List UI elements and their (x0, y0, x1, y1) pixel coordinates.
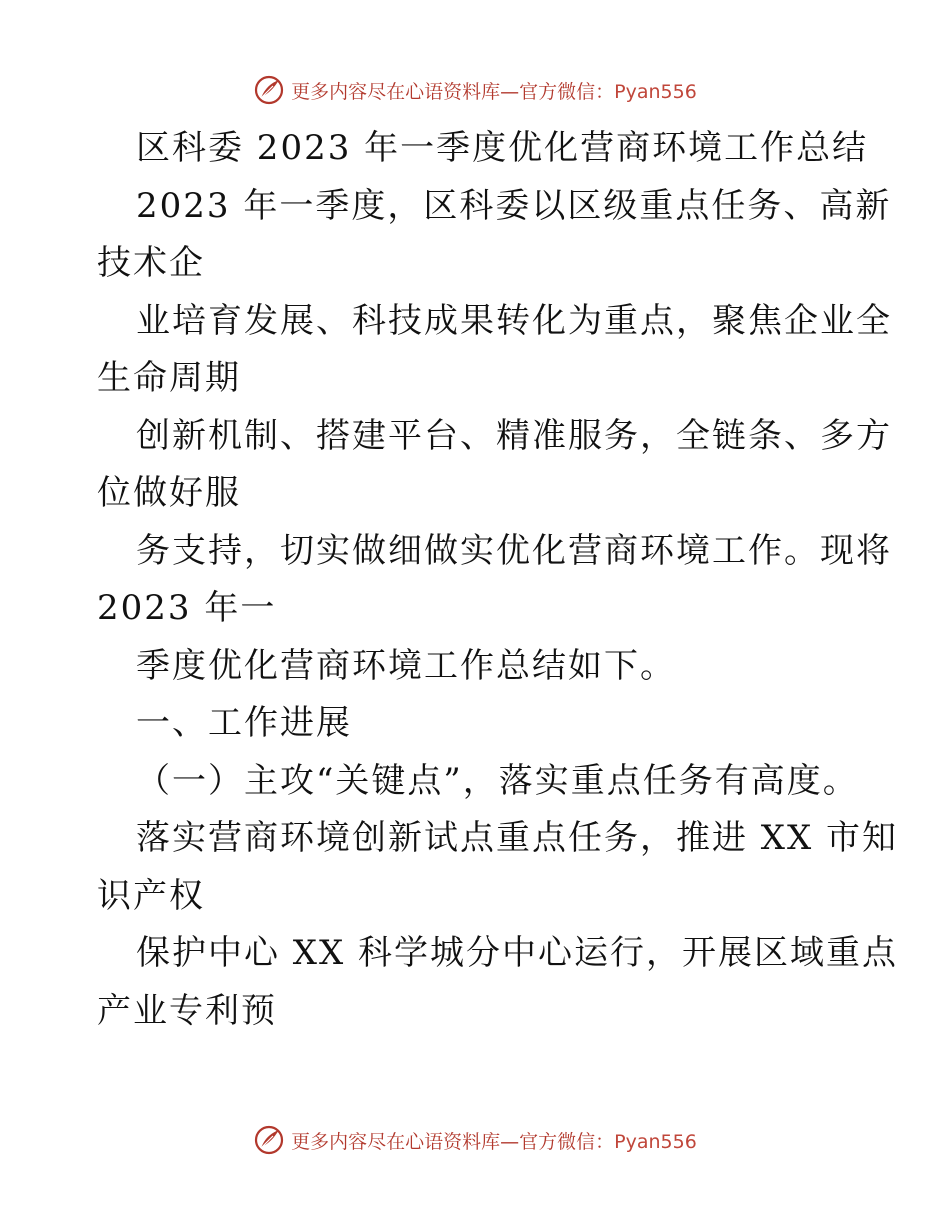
paragraph-line: 创新机制、搭建平台、精准服务，全链条、多方 (136, 415, 892, 456)
feather-seal-icon (253, 1124, 285, 1156)
paragraph-line: 2023 年一季度，区科委以区级重点任务、高新 (136, 185, 892, 226)
subsection-heading: （一）主攻“关键点”，落实重点任务有高度。 (136, 760, 859, 801)
paragraph-line: 生命周期 (97, 358, 241, 398)
feather-seal-icon (253, 74, 285, 106)
watermark-footer (0, 1120, 950, 1160)
watermark-text (291, 1127, 697, 1154)
document-body (97, 120, 899, 1040)
watermark-account: Pyan556 (614, 1130, 697, 1153)
watermark-text (291, 77, 697, 104)
paragraph-line: 务支持，切实做细做实优化营商环境工作。现将 (136, 530, 892, 571)
paragraph-line: 落实营商环境创新试点重点任务，推进 XX 市知 (136, 818, 899, 858)
paragraph-line: 技术企 (97, 243, 205, 283)
paragraph-line: 保护中心 XX 科学城分中心运行，开展区域重点 (136, 933, 899, 973)
paragraph-line: 业培育发展、科技成果转化为重点，聚焦企业全 (136, 300, 892, 341)
watermark-site-text: 更多内容尽在心语资料库—官方微信： (291, 80, 615, 103)
section-heading: 一、工作进展 (136, 703, 352, 743)
paragraph-line: 识产权 (97, 875, 205, 916)
watermark-site-text: 更多内容尽在心语资料库—官方微信： (291, 1130, 615, 1153)
document-title: 区科委 2023 年一季度优化营商环境工作总结 (136, 128, 869, 168)
paragraph-line: 季度优化营商环境工作总结如下。 (136, 645, 676, 686)
watermark-header (0, 70, 950, 110)
watermark-account: Pyan556 (614, 80, 697, 103)
paragraph-line: 产业专利预 (97, 990, 277, 1031)
paragraph-line: 2023 年一 (97, 588, 277, 628)
paragraph-line: 位做好服 (97, 473, 241, 513)
